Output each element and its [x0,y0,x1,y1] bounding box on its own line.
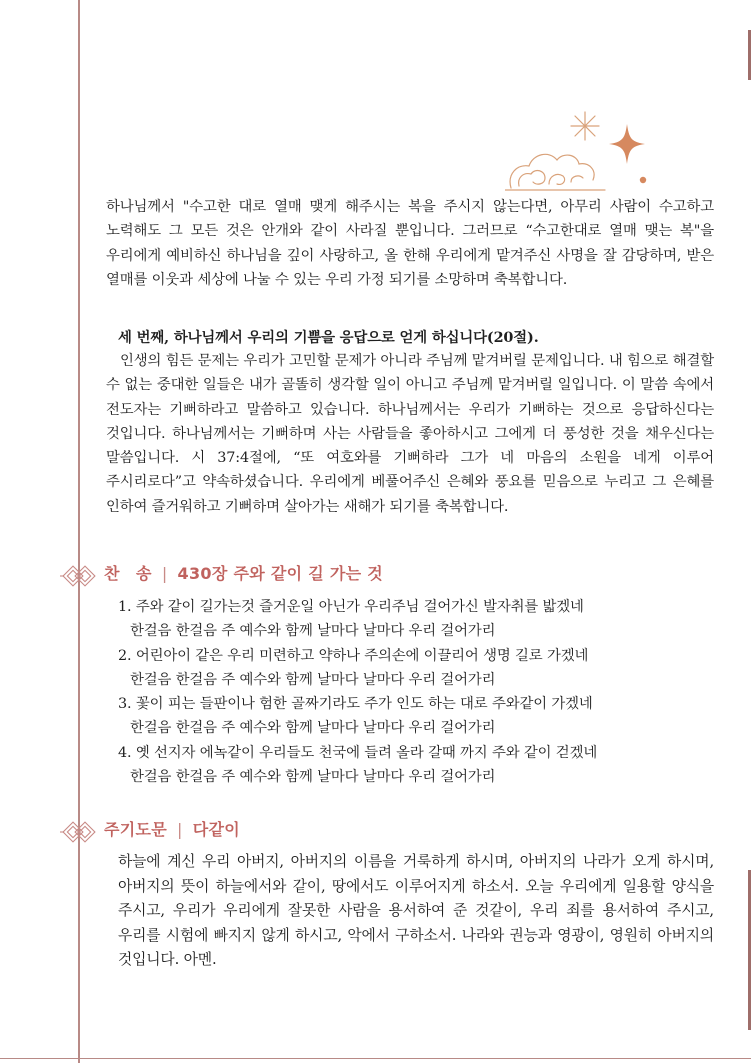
hymn-verse-line1: 2. 어린아이 같은 우리 미련하고 약하나 주의손에 이끌리어 생명 길로 가겠네 [118,648,589,664]
lords-prayer-text: 하늘에 계신 우리 아버지, 아버지의 이름을 거룩하게 하시며, 아버지의 나라가 오게 하시며, 아버지의 뜻이 하늘에서와 같이, 땅에서도 이루어지게 하소서. 오늘 우리에게 일용할 양식을 주시고, 우리가 우리에게 잘못한 사람을 용서하여 준 것같이, 우리 죄를 용서하여 주시고, 우리를 시험에 빠지지 않게 하시고, 악에서 구하소서. 나라와 권능과 영광이, 영원히 아버지의 것입니다. 아멘. [118,853,714,968]
hymn-label: 찬 송 [104,564,152,583]
knot-ornament-icon [60,819,98,845]
knot-ornament-icon [60,563,98,589]
hymn-verse-line1: 1. 주와 같이 길가는것 즐거운일 아닌가 우리주님 걸어가신 발자취를 밟겠네 [118,599,584,615]
hymn-title: 430장 주와 같이 길 가는 것 [177,564,383,583]
bottom-rule [0,1058,751,1059]
hymn-verse-refrain: 한걸음 한걸음 주 예수와 함께 날마다 날마다 우리 걸어가리 [130,769,496,786]
hymn-verse [118,644,718,693]
hymn-verse-refrain: 한걸음 한걸음 주 예수와 함께 날마다 날마다 우리 걸어가리 [130,720,496,737]
hymn-verse-line1: 4. 옛 선지자 에녹같이 우리들도 천국에 들려 올라 갈때 까지 주와 같이 걷겠네 [118,745,598,761]
hymn-verse [118,595,718,644]
section-subheading: 세 번째, 하나님께서 우리의 기쁨을 응답으로 얻게 하십니다(20절). [118,329,539,346]
hymn-separator: | [161,564,168,583]
paragraph-joy-text: 인생의 힘든 문제는 우리가 고민할 문제가 아니라 주님께 맡겨버릴 문제입니다. 내 힘으로 해결할 수 없는 중대한 일들은 내가 골똘히 생각할 일이 아니고 주님께 맡겨버릴 일입니다. 이 말씀 속에서 전도자는 기뻐하라고 말씀하고 있습니다. 하나님께서는 우리가 기뻐하는 것으로 응답하신다는 것입니다. 하나님께서는 기뻐하며 사는 사람들을 좋아하시고 그에게 더 풍성한 것을 채우신다는 말씀입니다. 시 37:4절에, “또 여호와를 기뻐하라 그가 네 마음의 소원을 네게 이루어 주시리로다”고 약속하셨습니다. 우리에게 베풀어주신 은혜와 풍요를 믿음으로 누리고 그 은혜를 인하여 즐거워하고 기뻐하며 살아가는 새해가 되기를 축복합니다. [106,353,714,515]
prayer-label: 주기도문 [104,820,168,839]
hymn-verse-line1: 3. 꽃이 피는 들판이나 험한 골짜기라도 주가 인도 하는 대로 주와같이 가겠네 [118,696,593,712]
hymn-heading [104,561,383,584]
hymn-verse [118,692,718,741]
prayer-separator: | [177,820,183,839]
paragraph-blessing: 하나님께서 "수고한 대로 열매 맺게 해주시는 복을 주시지 않는다면, 아무리 사람이 수고하고 노력해도 그 모든 것은 안개와 같이 사라질 뿐입니다. 그러므로 “수고한대로 열매 맺는 복"을 우리에게 예비하신 하나님을 깊이 사랑하고, 올 한해 우리에게 맡겨주신 사명을 잘 감당하며, 받은 열매를 이웃과 세상에 나눌 수 있는 우리 가정 되기를 소망하며 축복합니다. [106,199,714,288]
left-margin-rule [78,0,80,1063]
prayer-title: 다같이 [192,820,241,839]
paragraph-joy [106,349,714,519]
hymn-verse [118,741,718,790]
prayer-heading [104,817,240,840]
hymn-verse-refrain: 한걸음 한걸음 주 예수와 함께 날마다 날마다 우리 걸어가리 [130,623,496,640]
cloud-star-ornament [505,110,655,192]
hymn-verse-refrain: 한걸음 한걸음 주 예수와 함께 날마다 날마다 우리 걸어가리 [130,672,496,689]
